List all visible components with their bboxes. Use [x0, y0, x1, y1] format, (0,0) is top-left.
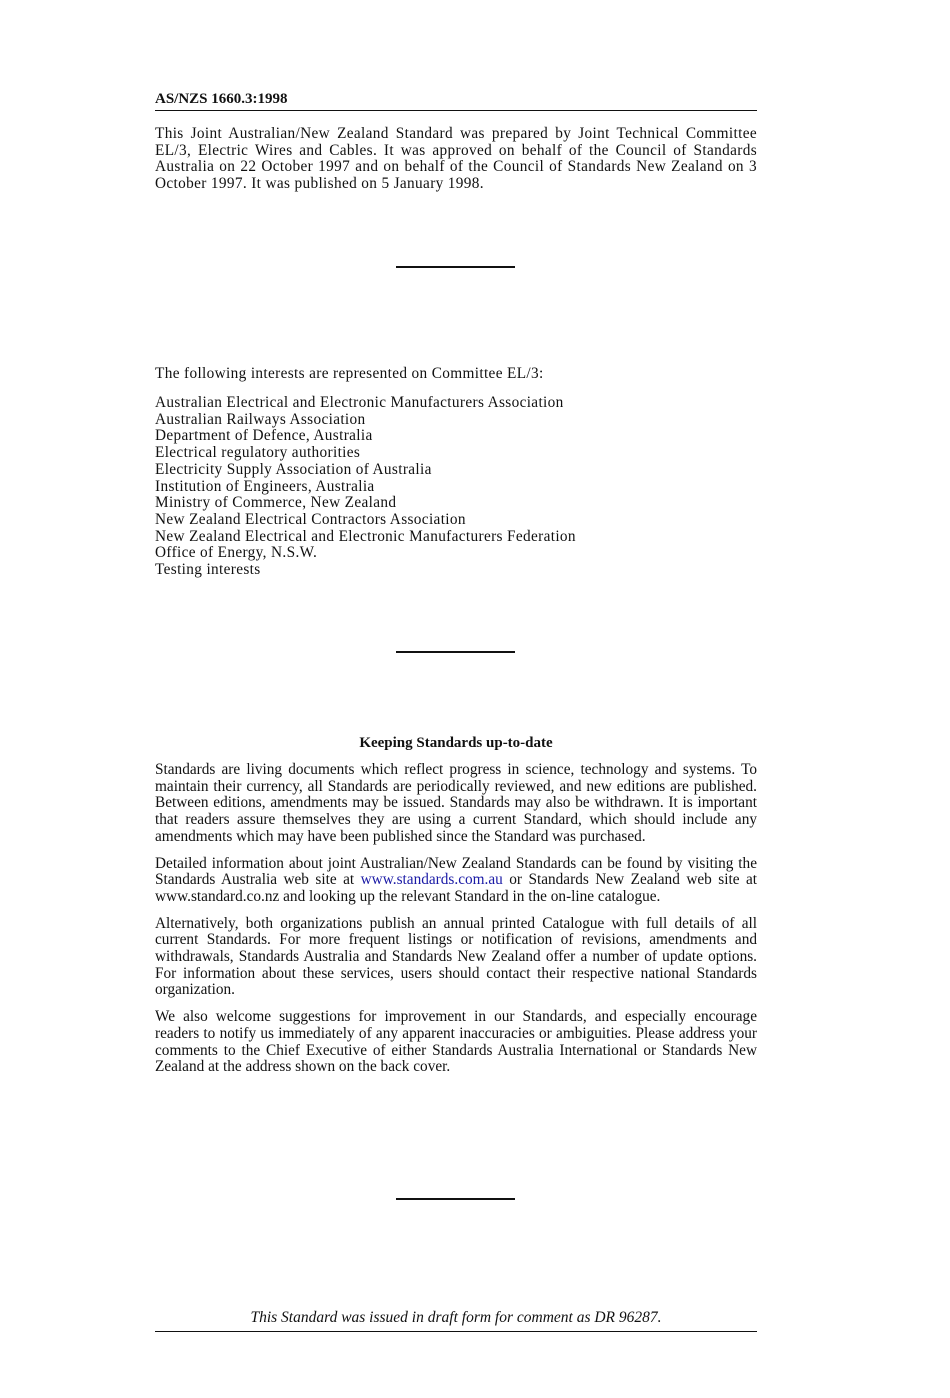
list-item: Electricity Supply Association of Australia [155, 460, 432, 478]
list-item: Ministry of Commerce, New Zealand [155, 494, 397, 512]
standards-website-link[interactable]: www.standards.com.au [360, 871, 503, 889]
paragraph-suggestions: We also welcome suggestions for improvement in our Standards, and especially encourage readers to notify us immediately of any apparent inaccuracies or ambiguities. Please address your comments to the Chief Executive of either Standards Australia International or Standards New Zealand at the address shown on the back cover. [155, 1008, 757, 1076]
paragraph-catalogue: Alternatively, both organizations publish an annual printed Catalogue with full details of all current Standards. For more frequent listings or notification of revisions, amendments and withdrawals, Standards Australia and Standards New Zealand offer a number of update options. For information about these services, users should contact their respective national Standards organization. [155, 914, 757, 999]
document-page [155, 0, 757, 1398]
paragraph-living-documents: Standards are living documents which reflect progress in science, technology and systems. To maintain their currency, all Standards are periodically reviewed, and new editions are published. Between editions, amendments may be issued. Standards may also be withdrawn. It is important that readers assure themselves they are using a current Standard, which should include any amendments which may have been published since the Standard was purchased. [155, 761, 757, 845]
list-item: Australian Railways Association [155, 410, 366, 428]
section-divider [396, 266, 515, 268]
draft-note-text: This Standard was issued in draft form for comment as DR 96287. [250, 1309, 662, 1326]
section-divider [396, 651, 515, 653]
list-item: Institution of Engineers, Australia [155, 477, 375, 495]
committee-interests-list [155, 395, 757, 579]
standard-id: AS/NZS 1660.3:1998 [155, 91, 288, 107]
list-item: Australian Electrical and Electronic Manufacturers Association [155, 394, 564, 411]
list-item: New Zealand Electrical and Electronic Manufacturers Federation [155, 527, 576, 545]
draft-note [155, 1309, 757, 1332]
list-item: Testing interests [155, 561, 261, 579]
keeping-standards-body [155, 762, 757, 1086]
list-item: Department of Defence, Australia [155, 427, 373, 445]
committee-interests-lead: The following interests are represented on Committee EL/3: [155, 365, 544, 382]
page-header [155, 90, 757, 111]
list-item: Electrical regulatory authorities [155, 444, 361, 462]
section-title: Keeping Standards up-to-date [359, 735, 553, 751]
paragraph-text: Detailed information about joint Australian/New Zealand Standards can be found by visiting the Standards Australia web site at [155, 854, 757, 889]
list-item: New Zealand Electrical Contractors Association [155, 510, 466, 528]
paragraph-detailed-information [155, 856, 757, 906]
approval-paragraph: This Joint Australian/New Zealand Standard was prepared by Joint Technical Committee EL/3, Electric Wires and Cables. It was approved on behalf of the Council of Standards Australia on 22 October 1997 and on behalf of the Council of Standards New Zealand on 3 October 1997. It was published on 5 January 1998. [155, 125, 757, 193]
paragraph-text: or Standards New Zealand web site at www.standard.co.nz and looking up the relevant Standard in the on-line catalogue. [155, 871, 757, 905]
section-divider [396, 1198, 515, 1200]
list-item: Office of Energy, N.S.W. [155, 544, 318, 562]
